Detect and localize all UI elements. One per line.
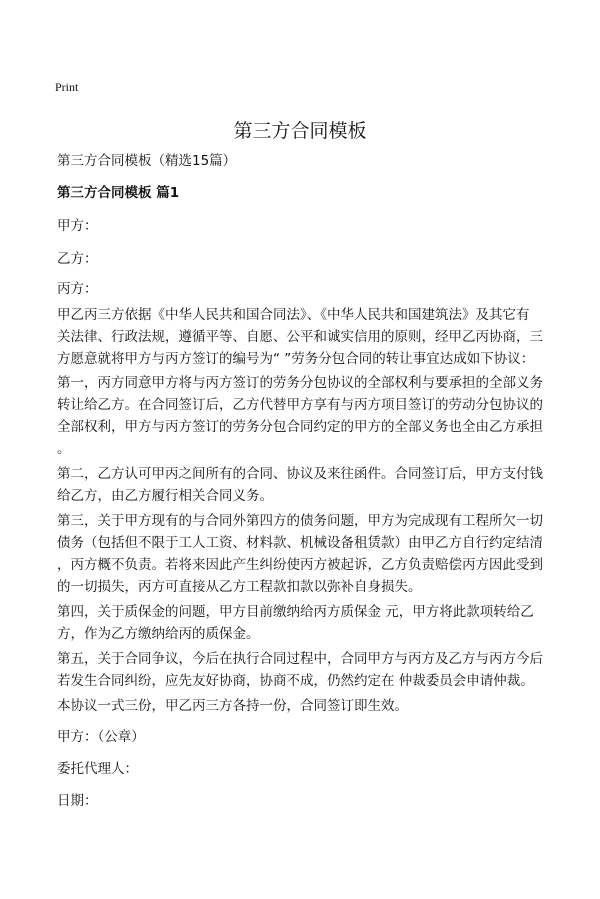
subtitle <box>57 150 590 172</box>
paragraph-line: 若发生合同纠纷，应先友好协商，协商不成，仍然约定在 仲裁委员会申请仲裁。 <box>57 673 534 689</box>
paragraph-line: 全部权利，甲方与丙方签订的劳务分包合同约定的甲方的全部义务也全由乙方承担 <box>57 419 543 435</box>
party-a-text: 甲方： <box>57 218 98 234</box>
page-title: 第三方合同模板 <box>233 120 367 142</box>
subtitle-text: 第三方合同模板（精选15篇） <box>57 153 237 169</box>
paragraph-line: 方，作为乙方缴纳给丙的质保金。 <box>57 626 260 642</box>
paragraph-line: 本协议一式三份，甲乙丙三方各持一份，合同签订即生效。 <box>57 698 408 714</box>
paragraph-line: 第二，乙方认可甲丙之间所有的合同、协议及来往函件。合同签订后，甲方支付钱 <box>57 466 543 482</box>
paragraph-line: 关法律、行政法规，遵循平等、自愿、公平和诚实信用的原则，经甲乙丙协商，三 <box>57 329 543 345</box>
paragraph-line: 。 <box>57 441 71 457</box>
paragraph-line: 第四，关于质保金的问题，甲方目前缴纳给丙方质保金 元，甲方将此款项转给乙 <box>57 604 534 620</box>
paragraph-clause-5 <box>57 648 590 692</box>
party-b-text: 乙方： <box>57 251 98 267</box>
paragraph-clause-2 <box>57 463 590 507</box>
sign-agent-text: 委托代理人： <box>57 761 138 777</box>
paragraph-line: 债务（包括但不限于工人工资、材料款、机械设备租赁款）由甲乙方自行约定结清 <box>57 535 543 551</box>
paragraph-line: 转让给乙方。在合同签订后，乙方代替甲方享有与丙方项目签订的劳动分包协议的 <box>57 397 543 413</box>
paragraph-clause-4 <box>57 601 590 645</box>
sign-party-a-text: 甲方：（公章） <box>57 729 145 745</box>
paragraph-line: 给乙方，由乙方履行相关合同义务。 <box>57 488 273 504</box>
party-b-label <box>57 248 590 270</box>
section-heading <box>57 182 590 204</box>
paragraph-line: 的一切损失，丙方可直接从乙方工程款扣款以弥补自身损失。 <box>57 579 422 595</box>
paragraph-line: 第一，丙方同意甲方将与丙方签订的劳务分包协议的全部权利与要承担的全部义务 <box>57 375 543 391</box>
sign-date <box>57 790 590 812</box>
sign-party-a <box>57 726 590 748</box>
paragraph-effective <box>57 695 590 717</box>
paragraph-line: 甲乙丙三方依据《中华人民共和国合同法》、《中华人民共和国建筑法》及其它有 <box>57 307 530 323</box>
section-heading-text: 第三方合同模板 篇1 <box>57 185 180 201</box>
paragraph-clause-1 <box>57 372 590 460</box>
print-link[interactable]: Print <box>55 80 79 94</box>
paragraph-line: 第五，关于合同争议，今后在执行合同过程中，合同甲方与丙方及乙方与丙方今后 <box>57 651 543 667</box>
sign-agent <box>57 758 590 780</box>
paragraph-line: 方愿意就将甲方与丙方签订的编号为“ ”劳务分包合同的转让事宜达成如下协议： <box>57 351 535 367</box>
sign-date-text: 日期： <box>57 793 98 809</box>
party-c-label <box>57 278 590 300</box>
party-c-text: 丙方： <box>57 281 98 297</box>
paragraph-line: 第三，关于甲方现有的与合同外第四方的债务问题，甲方为完成现有工程所欠一切 <box>57 513 543 529</box>
party-a-label <box>57 215 590 237</box>
paragraph-intro <box>57 304 590 370</box>
paragraph-clause-3 <box>57 510 590 598</box>
paragraph-line: ，丙方概不负责。若将来因此产生纠纷使丙方被起诉，乙方负责赔偿丙方因此受到 <box>57 557 543 573</box>
